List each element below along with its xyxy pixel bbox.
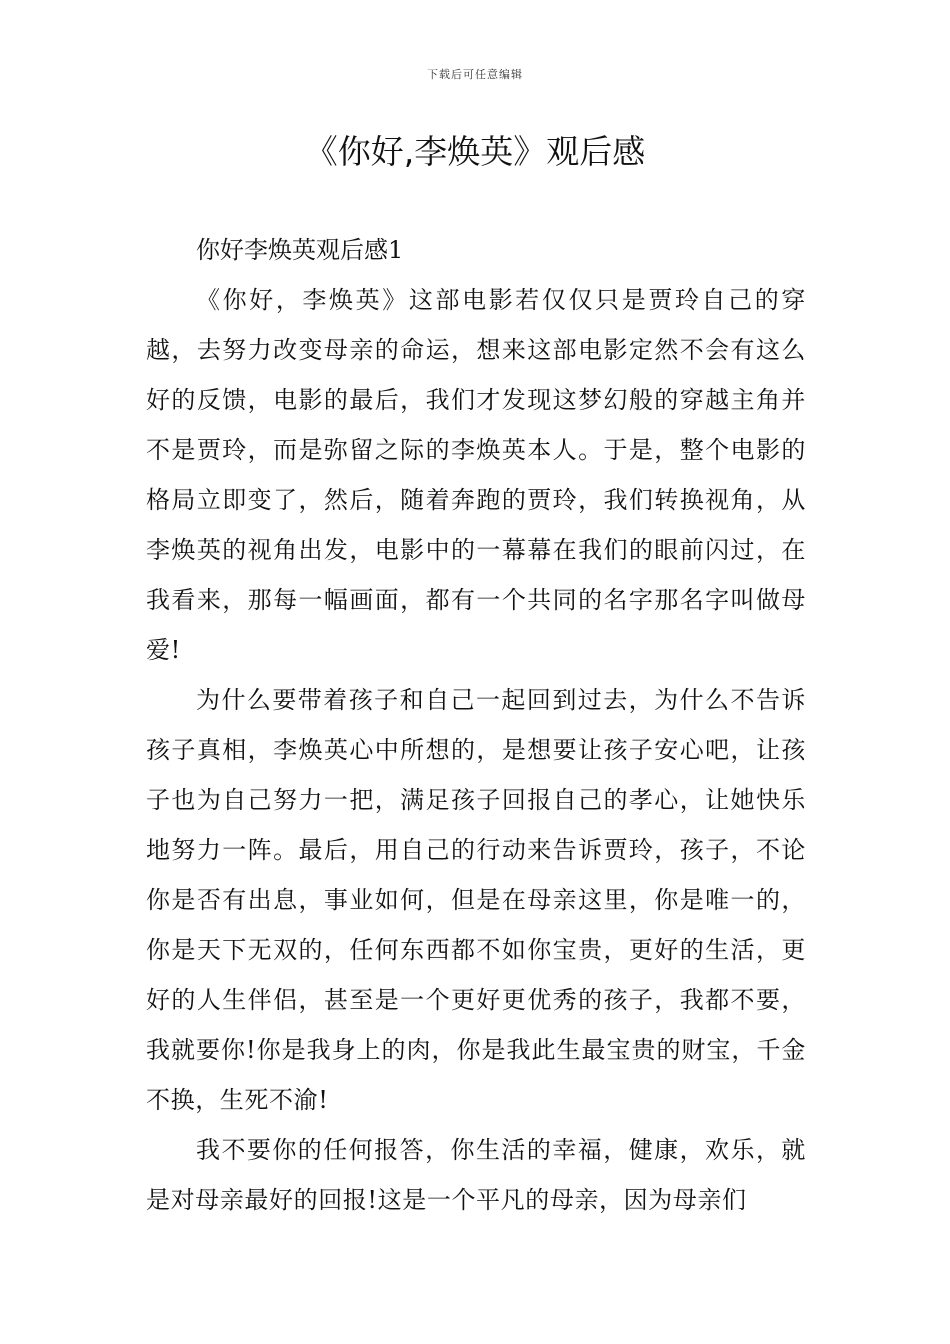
document-title: 《你好,李焕英》观后感 xyxy=(304,132,646,171)
section-heading: 你好李焕英观后感1 xyxy=(196,236,404,264)
paragraph-2: 为什么要带着孩子和自己一起回到过去，为什么不告诉孩子真相，李焕英心中所想的，是想要让孩子安心吧，让孩子也为自己努力一把，满足孩子回报自己的孝心，让她快乐地努力一阵。最后，用自己的行动来告诉贾玲，孩子，不论你是否有出息，事业如何，但是在母亲这里，你是唯一的，你是天下无双的，任何东西都不如你宝贵，更好的生活，更好的人生伴侣，甚至是一个更好更优秀的孩子，我都不要，我就要你!你是我身上的肉，你是我此生最宝贵的财宝，千金不换，生死不渝! xyxy=(146,686,806,1114)
header-note: 下载后可任意编辑 xyxy=(427,68,523,81)
paragraph-1: 《你好，李焕英》这部电影若仅仅只是贾玲自己的穿越，去努力改变母亲的命运，想来这部电影定然不会有这么好的反馈，电影的最后，我们才发现这梦幻般的穿越主角并不是贾玲，而是弥留之际的李焕英本人。于是，整个电影的格局立即变了，然后，随着奔跑的贾玲，我们转换视角，从李焕英的视角出发，电影中的一幕幕在我们的眼前闪过，在我看来，那每一幅画面，都有一个共同的名字那名字叫做母爱! xyxy=(146,286,806,664)
paragraph-3: 我不要你的任何报答，你生活的幸福，健康，欢乐，就是对母亲最好的回报!这是一个平凡的母亲，因为母亲们 xyxy=(146,1136,806,1214)
document-body xyxy=(146,225,806,1225)
